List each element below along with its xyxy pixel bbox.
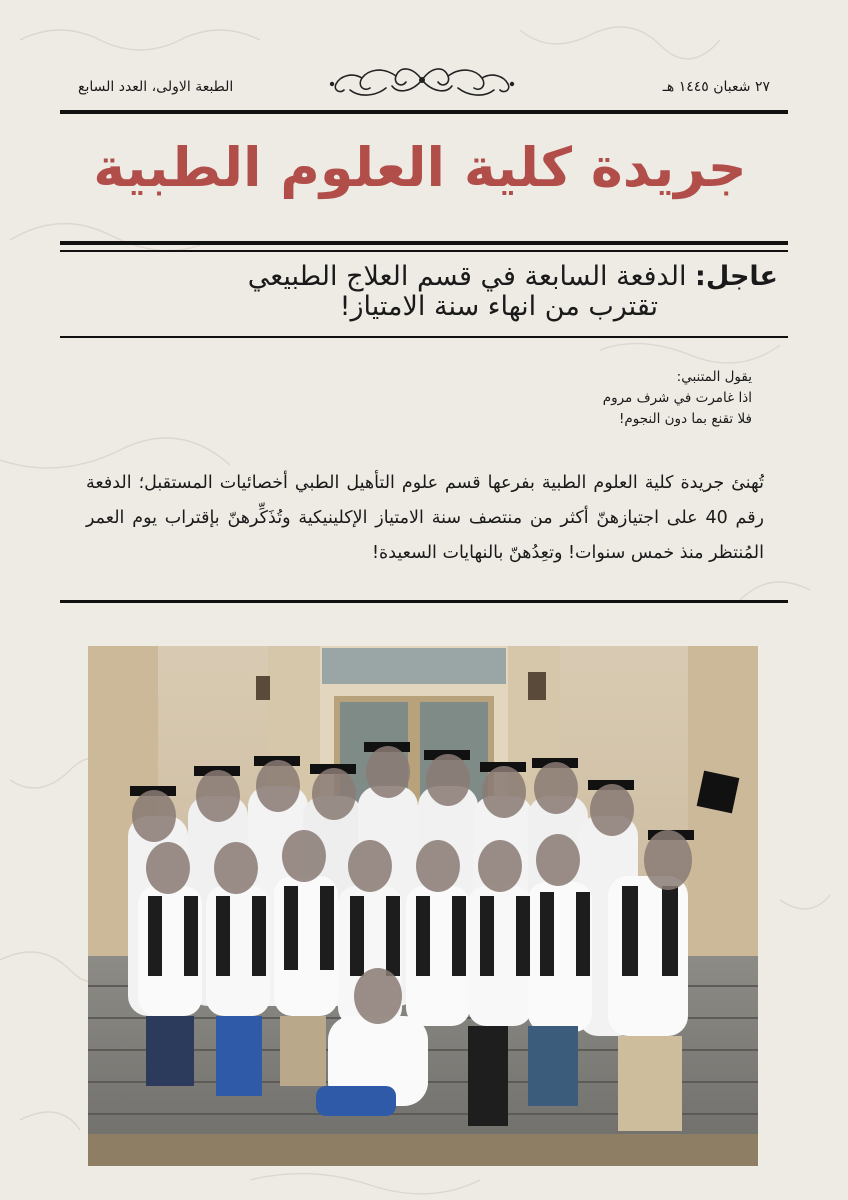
poem-verse-2: فلا تقنع بما دون النجوم! xyxy=(618,411,752,427)
flourish-ornament-icon xyxy=(326,58,518,102)
issue-edition: الطبعة الاولى، العدد السابع xyxy=(78,79,234,95)
headline-rule xyxy=(60,336,788,338)
headline-line-2: تقترب من انهاء سنة الامتياز! xyxy=(339,291,658,322)
issue-date: ٢٧ شعبان ١٤٤٥ هـ xyxy=(662,79,770,95)
masthead-rule-thick xyxy=(60,241,788,245)
poem-attribution: يقول المتنبي: xyxy=(676,369,752,385)
masthead-rule-thin xyxy=(60,250,788,252)
poem-quote xyxy=(603,367,752,430)
headline-line-1: الدفعة السابعة في قسم العلاج الطبيعي xyxy=(247,261,687,292)
top-rule xyxy=(60,110,788,114)
newspaper-title: جريدة كلية العلوم الطبية xyxy=(93,136,747,199)
headline-label: عاجل: xyxy=(695,261,778,292)
article-paragraph: تُهنئ جريدة كلية العلوم الطبية بفرعها قسم علوم التأهيل الطبي أخصائيات المستقبل؛ الدفعة رقم 40 على اجتيازهنّ أكثر من منتصف سنة الامتياز الإكلينيكية وتُذَكِّرهنّ بإقتراب يوم العمر المُنتظر منذ خمس سنوات! وتعِدُهنّ بالنهايات السعيدة! xyxy=(86,473,765,563)
poem-verse-1: اذا غامرت في شرف مروم xyxy=(602,390,752,406)
article-rule xyxy=(60,600,788,603)
breaking-headline xyxy=(70,262,778,322)
group-graduation-photo xyxy=(88,646,758,1166)
